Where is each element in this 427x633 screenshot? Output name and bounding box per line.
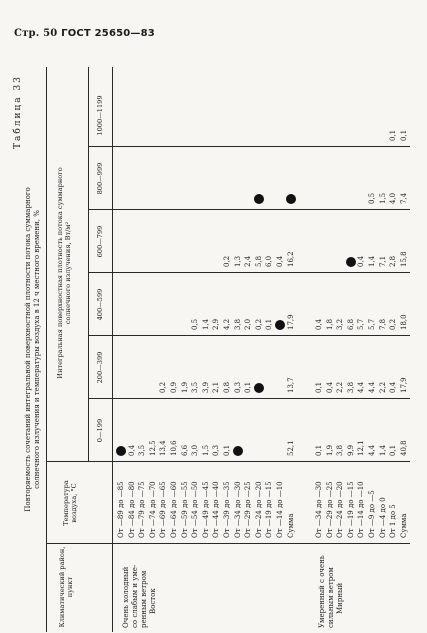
value-cell: 4,4 — [368, 381, 376, 393]
value-cell: 0,1 — [265, 318, 274, 330]
region-label-1 — [122, 565, 158, 628]
temp-range-cell: Сумма — [286, 513, 295, 538]
value-cell: 6,6 — [180, 444, 189, 456]
value-cell: 0,4 — [357, 255, 366, 267]
value-cell: 0,5 — [191, 318, 200, 330]
dot-marker — [286, 194, 296, 204]
region-line: со слабым и уме- — [131, 564, 139, 628]
region-header-line: пункт — [66, 576, 74, 598]
value-cell: 4,4 — [357, 381, 366, 393]
value-cell: 12,1 — [357, 440, 366, 456]
dot-marker-shape — [286, 194, 296, 204]
region-line: Восток — [149, 588, 157, 614]
value-cell: 3,5 — [138, 444, 147, 456]
rule-v6 — [88, 209, 410, 210]
range-header: 200—399 — [96, 351, 104, 384]
rule-header-bottom — [112, 67, 113, 632]
value-cell: 2,0 — [244, 318, 253, 330]
value-cell: 15,8 — [399, 251, 408, 267]
value-cell: 0,4 — [315, 318, 323, 330]
value-cell: 12,5 — [148, 440, 157, 456]
temp-range-cell: От 1 до 5 — [389, 504, 398, 538]
temp-range-cell: От —24 до —20 — [336, 481, 345, 538]
temp-range-cell: От —69 до —65 — [159, 481, 168, 538]
temp-range-cell: От —19 до —15 — [265, 481, 274, 538]
value-cell: 0,4 — [127, 444, 136, 456]
value-cell: 7,1 — [378, 255, 387, 267]
value-cell: 1,9 — [180, 381, 189, 393]
rule-v7 — [88, 146, 410, 147]
temp-range-cell: От —64 до —60 — [170, 481, 178, 538]
dot-marker-shape — [254, 194, 264, 204]
value-cell: 0,3 — [212, 444, 221, 456]
region-line: Умеренный с очень — [318, 555, 326, 628]
value-cell: 1,4 — [368, 255, 376, 267]
dot-marker-shape — [233, 446, 243, 456]
temp-header-line: Температура — [62, 480, 70, 526]
value-cell: 40,8 — [399, 440, 408, 456]
temp-range-cell: От —54 до —50 — [191, 481, 200, 538]
density-header-line: Интегральная поверхностная плотность потока суммарного — [56, 167, 64, 379]
value-cell: 0,8 — [223, 381, 231, 393]
range-header: 800—999 — [96, 162, 104, 195]
rule-density-header — [88, 67, 89, 462]
value-cell: 4,0 — [389, 192, 398, 204]
region-line: сильным ветром — [327, 567, 335, 628]
value-cell: 4,4 — [368, 444, 376, 456]
value-cell: 0,1 — [244, 381, 253, 393]
temp-range-cell: От —84 до —80 — [127, 481, 136, 538]
temp-range-cell: От —29 до —25 — [325, 481, 334, 538]
rule-v1 — [46, 543, 410, 544]
temp-header — [62, 462, 78, 544]
dot-marker — [233, 446, 243, 456]
dot-marker — [254, 383, 264, 393]
value-cell: 1,9 — [325, 444, 334, 456]
temp-range-cell: От —49 до —45 — [201, 481, 210, 538]
temp-range-cell: От —14 до —10 — [357, 481, 366, 538]
region-line: Мирный — [336, 582, 344, 614]
value-cell: 3,9 — [201, 381, 210, 393]
temp-range-cell: От —19 до —15 — [346, 481, 355, 538]
standard-code: ГОСТ 25650—83 — [61, 28, 155, 39]
temp-range-cell: От —74 до —70 — [148, 481, 157, 538]
rotated-table — [12, 67, 410, 632]
dot-marker-shape — [346, 257, 356, 267]
value-cell: 1,5 — [378, 192, 387, 204]
value-cell: 2,1 — [212, 381, 221, 393]
temp-header-line: воздуха, °С — [70, 483, 78, 523]
dot-marker — [254, 194, 264, 204]
dot-marker — [116, 446, 126, 456]
temp-range-cell: От —24 до —20 — [254, 481, 263, 538]
value-cell: 3,8 — [233, 318, 242, 330]
temp-range-cell: От —14 до —10 — [276, 481, 284, 538]
page-header — [14, 28, 155, 39]
value-cell: 0,2 — [389, 318, 398, 330]
temp-range-cell: От —79 до —75 — [138, 481, 147, 538]
range-header: 1000—1199 — [96, 95, 104, 136]
value-cell: 1,4 — [201, 318, 210, 330]
range-header: 400—599 — [96, 288, 104, 321]
region-label-2 — [318, 555, 345, 628]
value-cell: 16,2 — [286, 251, 295, 267]
value-cell: 2,4 — [244, 255, 253, 267]
value-cell: 1,8 — [325, 318, 334, 330]
temp-range-cell: От —44 до —40 — [212, 481, 221, 538]
temp-range-cell: От —89 до —85 — [117, 481, 125, 538]
value-cell: 3,8 — [336, 444, 345, 456]
value-cell: 18,0 — [399, 314, 408, 330]
range-header: 600—799 — [96, 225, 104, 258]
value-cell: 0,9 — [170, 381, 178, 393]
temp-range-cell: Сумма — [399, 513, 408, 538]
value-cell: 10,6 — [170, 440, 178, 456]
dot-marker — [346, 257, 356, 267]
value-cell: 2,2 — [336, 381, 345, 393]
dot-marker-shape — [254, 383, 264, 393]
density-header — [56, 84, 72, 462]
region-header-line: Климатический район, — [58, 546, 66, 628]
value-cell: 0,1 — [389, 444, 398, 456]
value-cell: 0,2 — [223, 255, 231, 267]
value-cell: 3,5 — [191, 381, 200, 393]
value-cell: 13,4 — [159, 440, 168, 456]
value-cell: 1,3 — [233, 255, 242, 267]
value-cell: 13,7 — [286, 377, 295, 393]
value-cell: 0,1 — [315, 381, 323, 393]
value-cell: 0,1 — [223, 444, 231, 456]
value-cell: 0,4 — [389, 381, 398, 393]
value-cell: 5,7 — [368, 318, 376, 330]
value-cell: 3,0 — [191, 444, 200, 456]
rule-v5 — [88, 272, 410, 273]
temp-range-cell: От —4 до 0 — [378, 497, 387, 538]
value-cell: 0,1 — [399, 129, 408, 141]
table-number: Таблица 33 — [13, 75, 23, 149]
value-cell: 0,4 — [325, 381, 334, 393]
temp-range-cell: От —34 до —30 — [315, 481, 323, 538]
rule-v3 — [88, 398, 410, 399]
value-cell: 0,1 — [315, 444, 323, 456]
value-cell: 3,8 — [346, 381, 355, 393]
value-cell: 7,8 — [378, 318, 387, 330]
value-cell: 1,4 — [378, 444, 387, 456]
temp-range-cell: От —39 до —35 — [223, 481, 231, 538]
value-cell: 2,9 — [212, 318, 221, 330]
range-header: 0—199 — [96, 418, 104, 443]
value-cell: 1,5 — [201, 444, 210, 456]
dot-marker-shape — [275, 320, 285, 330]
value-cell: 0,1 — [389, 129, 398, 141]
density-header-line: солнечного излучения, Вт/м² — [64, 221, 72, 325]
temp-range-cell: От —34 до —30 — [233, 481, 242, 538]
value-cell: 2,2 — [378, 381, 387, 393]
temp-range-cell: От —29 до —25 — [244, 481, 253, 538]
value-cell: 5,7 — [357, 318, 366, 330]
rule-top — [46, 67, 47, 632]
value-cell: 0,2 — [159, 381, 168, 393]
value-cell: 3,2 — [336, 318, 345, 330]
region-header — [58, 546, 74, 628]
caption-line: солнечного излучения и температуры воздуха в 12 ч местного времени, % — [33, 210, 41, 489]
dot-marker — [275, 320, 285, 330]
value-cell: 52,1 — [286, 440, 295, 456]
value-cell: 17,9 — [399, 377, 408, 393]
value-cell: 0,5 — [368, 192, 376, 204]
caption-line: Повторяемость сочетаний интегральной поверхностной плотности потока суммарного — [24, 187, 32, 512]
value-cell: 4,2 — [223, 318, 231, 330]
value-cell: 0,3 — [233, 381, 242, 393]
rule-v4 — [88, 335, 410, 336]
value-cell: 2,8 — [389, 255, 398, 267]
region-line: Очень холодный — [122, 566, 130, 628]
value-cell: 7,4 — [399, 192, 408, 204]
temp-range-cell: От —59 до —55 — [180, 481, 189, 538]
value-cell: 0,2 — [254, 318, 263, 330]
value-cell: 6,0 — [265, 255, 274, 267]
value-cell: 5,8 — [254, 255, 263, 267]
value-cell: 6,8 — [346, 318, 355, 330]
dot-marker-shape — [116, 446, 126, 456]
value-cell: 17,9 — [286, 314, 295, 330]
temp-range-cell: От —9 до —5 — [368, 490, 376, 538]
value-cell: 9,9 — [346, 444, 355, 456]
page-number: Стр. 50 — [14, 28, 58, 39]
value-cell: 0,4 — [276, 255, 284, 267]
region-line: ренным ветром — [140, 570, 148, 628]
